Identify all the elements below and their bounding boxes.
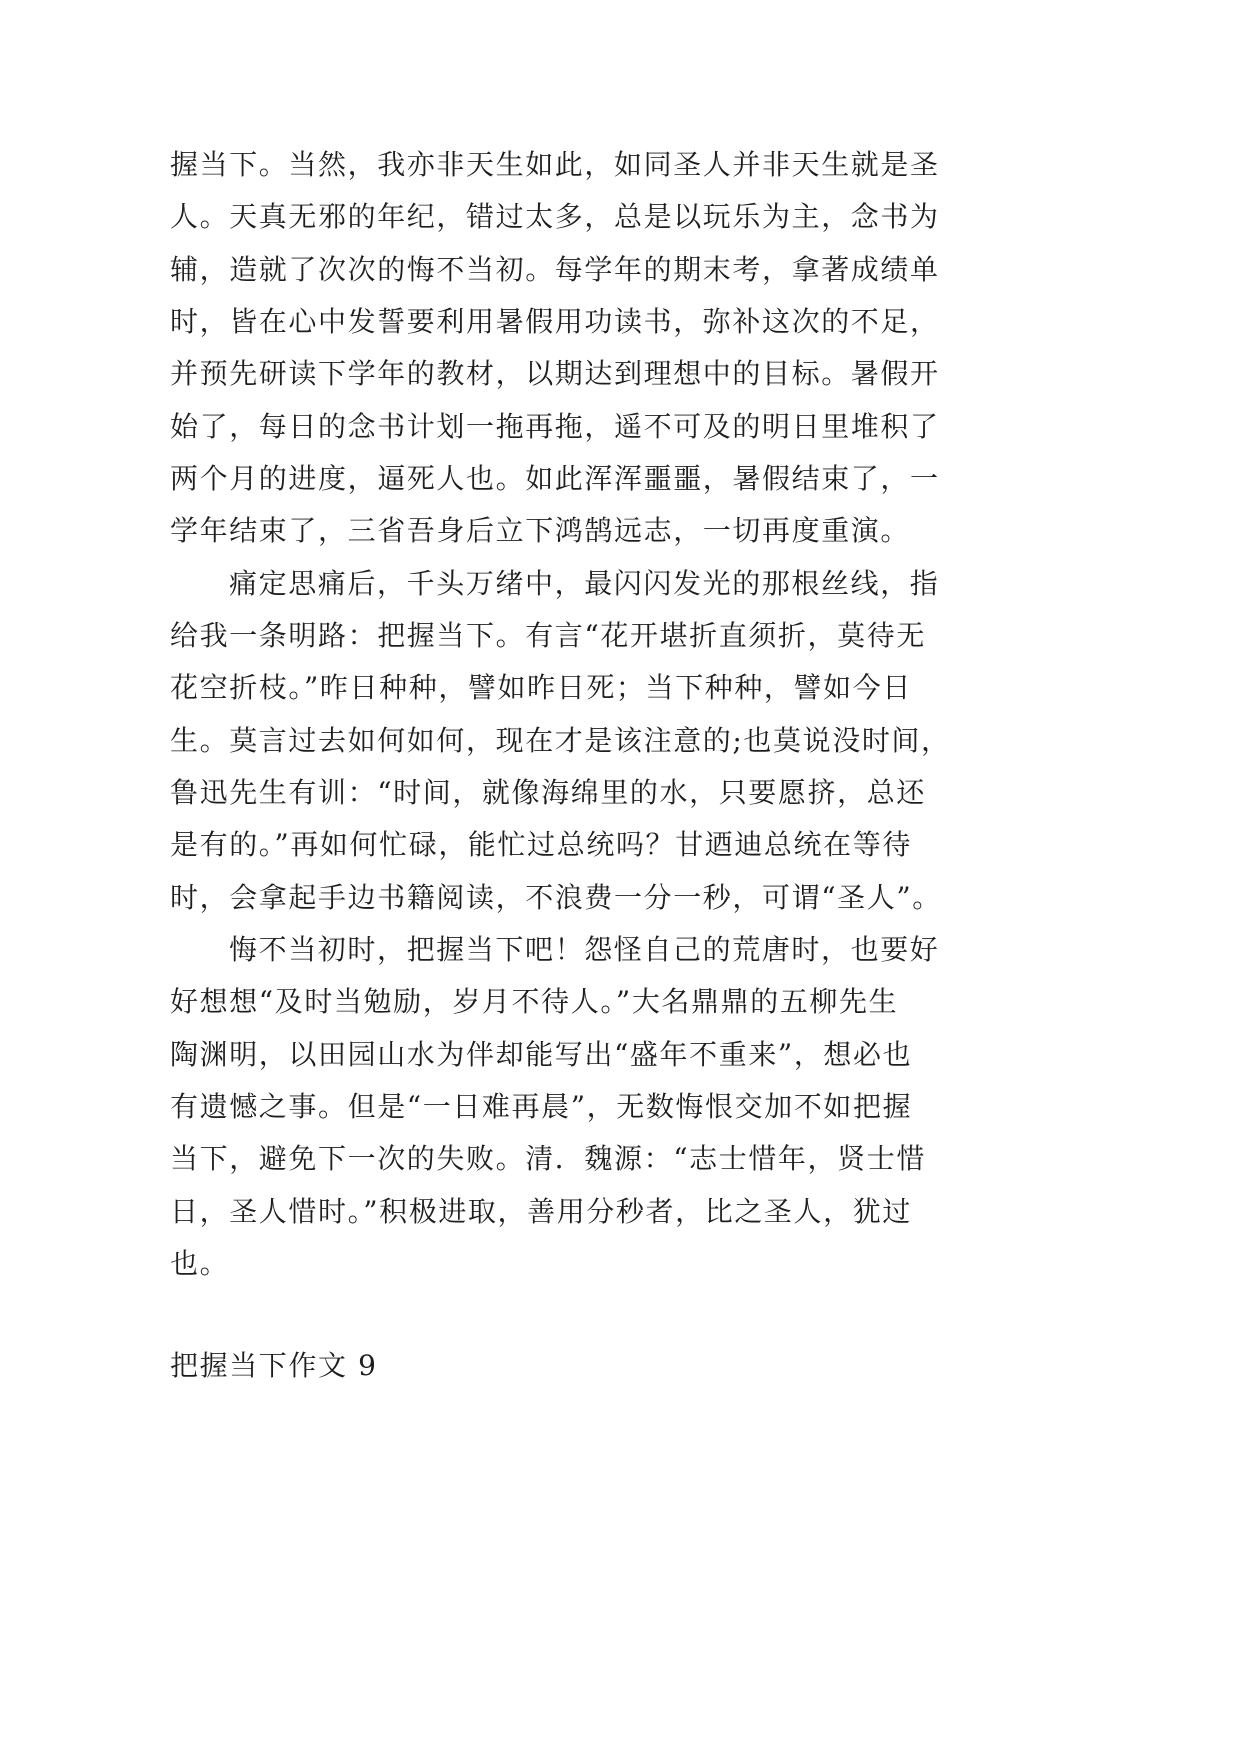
paragraph-start-line: 痛定思痛后，千头万绪中，最闪闪发光的那根丝线，指 <box>229 566 940 600</box>
text-line: 生。莫言过去如何如何，现在才是该注意的;也莫说没时间， <box>170 723 951 757</box>
text-line: 鲁迅先生有训：“时间，就像海绵里的水，只要愿挤，总还 <box>170 775 926 809</box>
section-heading: 把握当下作文 9 <box>170 1349 378 1382</box>
text-line: 始了，每日的念书计划一拖再拖，遥不可及的明日里堆积了 <box>170 409 940 443</box>
text-line: 陶渊明，以田园山水为伴却能写出“盛年不重来”，想必也 <box>170 1037 913 1071</box>
text-line: 时，皆在心中发誓要利用暑假用功读书，弥补这次的不足， <box>170 304 940 338</box>
text-line: 辅，造就了次次的悔不当初。每学年的期末考，拿著成绩单 <box>170 252 940 286</box>
text-line: 日，圣人惜时。”积极进取，善用分秒者，比之圣人，犹过 <box>170 1194 912 1228</box>
text-line: 握当下。当然，我亦非天生如此，如同圣人并非天生就是圣 <box>170 148 940 181</box>
text-line: 学年结束了，三省吾身后立下鸿鹄远志，一切再度重演。 <box>170 514 911 548</box>
text-line: 是有的。”再如何忙碌，能忙过总统吗？甘迺迪总统在等待 <box>170 828 912 862</box>
text-line: 当下，避免下一次的失败。清．魏源：“志士惜年，贤士惜 <box>170 1142 926 1176</box>
text-line: 有遗憾之事。但是“一日难再晨”，无数悔恨交加不如把握 <box>170 1089 913 1123</box>
text-line: 两个月的进度，逼死人也。如此浑浑噩噩，暑假结束了，一 <box>170 461 940 495</box>
text-line: 花空折枝。”昨日种种，譬如昨日死；当下种种，譬如今日 <box>170 671 912 705</box>
text-line: 并预先研读下学年的教材，以期达到理想中的目标。暑假开 <box>170 357 940 391</box>
text-line: 时，会拿起手边书籍阅读，不浪费一分一秒，可谓“圣人”。 <box>170 880 942 914</box>
essay-body <box>170 139 1070 1290</box>
paragraph-start-line: 悔不当初时，把握当下吧！怨怪自己的荒唐时，也要好 <box>229 932 940 966</box>
text-line: 人。天真无邪的年纪，错过太多，总是以玩乐为主，念书为 <box>170 200 940 234</box>
text-line: 也。 <box>170 1246 230 1280</box>
text-line: 给我一条明路：把握当下。有言“花开堪折直须折，莫待无 <box>170 618 926 652</box>
text-line: 好想想“及时当勉励，岁月不待人。”大名鼎鼎的五柳先生 <box>170 985 899 1019</box>
